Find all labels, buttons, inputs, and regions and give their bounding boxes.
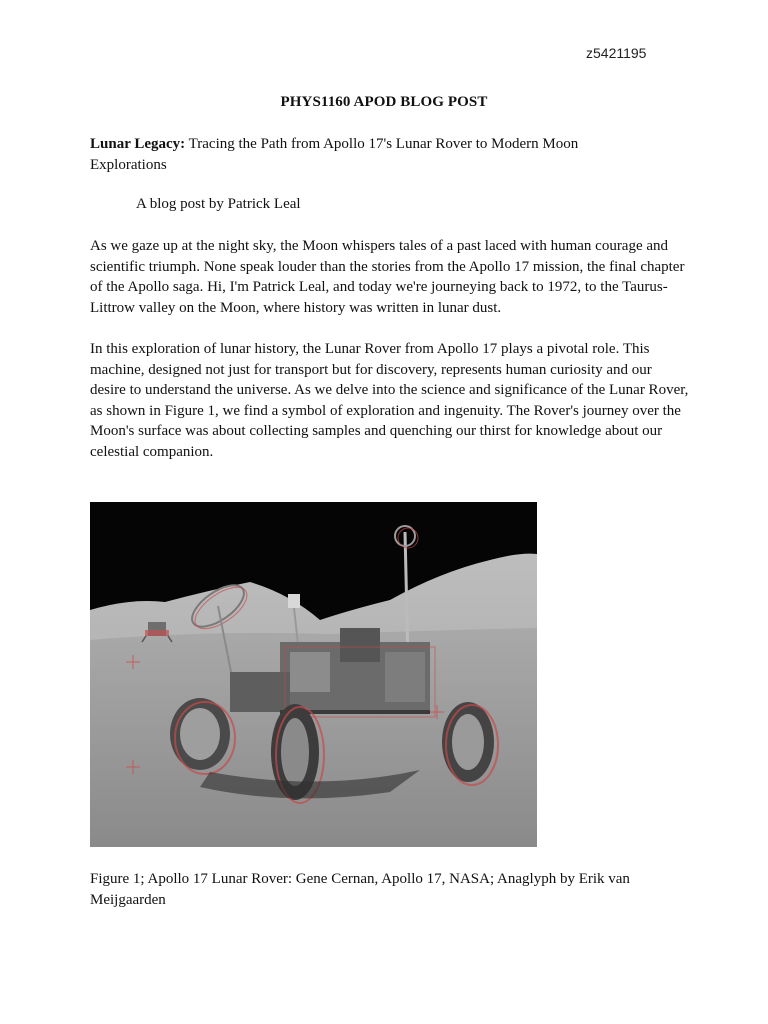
document-title: PHYS1160 APOD BLOG POST [280, 94, 488, 110]
paragraph-intro: As we gaze up at the night sky, the Moon whispers tales of a past laced with human courage and scientific triumph. None speak louder than the stories from the Apollo 17 mission, the final chapter of the Apollo saga. Hi, I'm Patrick Leal, and today we're journeying back to 1972, to the Taurus-Littrow valley on the Moon, where history was written in lunar dust. [90, 238, 685, 316]
figure-caption: Figure 1; Apollo 17 Lunar Rover: Gene Cernan, Apollo 17, NASA; Anaglyph by Erik van Meijgaarden [90, 871, 630, 908]
headline-rest: Tracing the Path from Apollo 17's Lunar Rover to Modern Moon Explorations [90, 136, 579, 173]
headline [90, 134, 630, 176]
paragraph-rover: In this exploration of lunar history, the Lunar Rover from Apollo 17 plays a pivotal role. This machine, designed not just for transport but for discovery, represents human curiosity and our desire to understand the universe. As we delve into the science and significance of the Lunar Rover, as shown in Figure 1, we find a symbol of exploration and ingenuity. The Rover's journey over the Moon's surface was about collecting samples and quenching our thirst for knowledge about our celestial companion. [90, 341, 689, 460]
figure-lunar-rover-photo [90, 502, 537, 847]
student-id: z5421195 [586, 45, 647, 61]
byline: A blog post by Patrick Leal [136, 196, 301, 212]
headline-lead: Lunar Legacy: [90, 136, 186, 152]
